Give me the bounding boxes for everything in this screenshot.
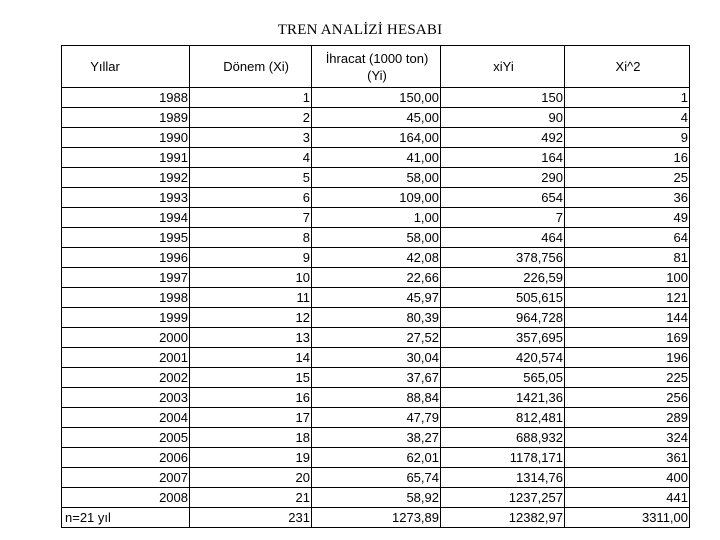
- cell-xi: 9: [190, 248, 312, 268]
- cell-yi: 109,00: [312, 188, 441, 208]
- table-row: [62, 208, 690, 228]
- header-export: İhracat (1000 ton) (Yi): [312, 46, 441, 88]
- table-row: [62, 348, 690, 368]
- totals-row: [62, 508, 690, 528]
- cell-xi-squared: 36: [565, 188, 690, 208]
- cell-xi: 7: [190, 208, 312, 228]
- cell-yi: 58,92: [312, 488, 441, 508]
- cell-xi-squared: 400: [565, 468, 690, 488]
- cell-yi: 45,97: [312, 288, 441, 308]
- cell-year: 1992: [62, 168, 190, 188]
- cell-yi: 65,74: [312, 468, 441, 488]
- cell-year: 2002: [62, 368, 190, 388]
- cell-xiyi: 90: [441, 108, 565, 128]
- table-row: [62, 228, 690, 248]
- cell-yi: 58,00: [312, 228, 441, 248]
- cell-yi: 45,00: [312, 108, 441, 128]
- cell-year: 1995: [62, 228, 190, 248]
- cell-xi-squared: 25: [565, 168, 690, 188]
- cell-xiyi: 812,481: [441, 408, 565, 428]
- cell-xi: 11: [190, 288, 312, 308]
- cell-xi-squared: 64: [565, 228, 690, 248]
- cell-yi: 47,79: [312, 408, 441, 428]
- cell-xi: 14: [190, 348, 312, 368]
- table-row: [62, 388, 690, 408]
- cell-year: 1999: [62, 308, 190, 328]
- table-row: [62, 88, 690, 108]
- cell-year: 1994: [62, 208, 190, 228]
- cell-xiyi: 290: [441, 168, 565, 188]
- table-row: [62, 108, 690, 128]
- cell-xiyi: 1178,171: [441, 448, 565, 468]
- cell-xi: 4: [190, 148, 312, 168]
- table-row: [62, 188, 690, 208]
- cell-yi: 62,01: [312, 448, 441, 468]
- cell-yi: 80,39: [312, 308, 441, 328]
- cell-xiyi: 150: [441, 88, 565, 108]
- cell-xi-squared: 289: [565, 408, 690, 428]
- cell-xi-squared: 9: [565, 128, 690, 148]
- page-title: TREN ANALİZİ HESABI: [277, 22, 443, 38]
- cell-xi-squared: 361: [565, 448, 690, 468]
- cell-xi: 5: [190, 168, 312, 188]
- cell-xi: 18: [190, 428, 312, 448]
- cell-year: 1988: [62, 88, 190, 108]
- table-row: [62, 408, 690, 428]
- cell-yi: 38,27: [312, 428, 441, 448]
- table-row: [62, 268, 690, 288]
- total-xi-squared: 3311,00: [565, 508, 690, 528]
- cell-xiyi: 226,59: [441, 268, 565, 288]
- cell-yi: 22,66: [312, 268, 441, 288]
- cell-year: 2007: [62, 468, 190, 488]
- cell-xiyi: 420,574: [441, 348, 565, 368]
- cell-year: 2001: [62, 348, 190, 368]
- cell-year: 1993: [62, 188, 190, 208]
- cell-xiyi: 464: [441, 228, 565, 248]
- table-row: [62, 328, 690, 348]
- table-row: [62, 288, 690, 308]
- cell-xiyi: 1314,76: [441, 468, 565, 488]
- cell-yi: 1,00: [312, 208, 441, 228]
- cell-xi: 20: [190, 468, 312, 488]
- table-header-row: [62, 46, 690, 88]
- cell-yi: 41,00: [312, 148, 441, 168]
- cell-xiyi: 1237,257: [441, 488, 565, 508]
- cell-yi: 42,08: [312, 248, 441, 268]
- cell-xi-squared: 100: [565, 268, 690, 288]
- cell-xi: 6: [190, 188, 312, 208]
- cell-xiyi: 378,756: [441, 248, 565, 268]
- cell-yi: 27,52: [312, 328, 441, 348]
- trend-analysis-table: [61, 45, 690, 528]
- cell-year: 2005: [62, 428, 190, 448]
- cell-xiyi: 688,932: [441, 428, 565, 448]
- cell-xiyi: 1421,36: [441, 388, 565, 408]
- cell-xi-squared: 441: [565, 488, 690, 508]
- cell-xi: 13: [190, 328, 312, 348]
- cell-xi: 21: [190, 488, 312, 508]
- cell-xi-squared: 121: [565, 288, 690, 308]
- cell-year: 1991: [62, 148, 190, 168]
- header-period: Dönem (Xi): [190, 46, 312, 88]
- cell-xi-squared: 144: [565, 308, 690, 328]
- cell-yi: 58,00: [312, 168, 441, 188]
- cell-year: 1997: [62, 268, 190, 288]
- cell-yi: 88,84: [312, 388, 441, 408]
- table-row: [62, 148, 690, 168]
- cell-xi-squared: 196: [565, 348, 690, 368]
- cell-xi-squared: 324: [565, 428, 690, 448]
- cell-xi-squared: 256: [565, 388, 690, 408]
- cell-year: 2000: [62, 328, 190, 348]
- cell-xi: 15: [190, 368, 312, 388]
- cell-year: 1989: [62, 108, 190, 128]
- table-row: [62, 168, 690, 188]
- cell-xiyi: 164: [441, 148, 565, 168]
- cell-yi: 30,04: [312, 348, 441, 368]
- cell-xi: 12: [190, 308, 312, 328]
- cell-xi: 1: [190, 88, 312, 108]
- cell-year: 1990: [62, 128, 190, 148]
- header-xi-squared: Xi^2: [565, 46, 690, 88]
- cell-year: 1996: [62, 248, 190, 268]
- cell-year: 2004: [62, 408, 190, 428]
- totals-label: n=21 yıl: [62, 508, 190, 528]
- table-body: [62, 88, 690, 508]
- cell-xi: 19: [190, 448, 312, 468]
- cell-xi: 2: [190, 108, 312, 128]
- cell-xi-squared: 225: [565, 368, 690, 388]
- table-row: [62, 488, 690, 508]
- cell-xiyi: 7: [441, 208, 565, 228]
- cell-xiyi: 505,615: [441, 288, 565, 308]
- total-xi: 231: [190, 508, 312, 528]
- cell-xi: 8: [190, 228, 312, 248]
- table-row: [62, 248, 690, 268]
- cell-xi: 10: [190, 268, 312, 288]
- cell-xi: 17: [190, 408, 312, 428]
- cell-year: 2008: [62, 488, 190, 508]
- table-row: [62, 428, 690, 448]
- table-row: [62, 368, 690, 388]
- cell-year: 2006: [62, 448, 190, 468]
- cell-xiyi: 565,05: [441, 368, 565, 388]
- table-row: [62, 448, 690, 468]
- cell-xiyi: 492: [441, 128, 565, 148]
- total-xiyi: 12382,97: [441, 508, 565, 528]
- cell-yi: 150,00: [312, 88, 441, 108]
- cell-xiyi: 654: [441, 188, 565, 208]
- cell-yi: 164,00: [312, 128, 441, 148]
- cell-xi-squared: 4: [565, 108, 690, 128]
- cell-xi: 3: [190, 128, 312, 148]
- total-yi: 1273,89: [312, 508, 441, 528]
- cell-xi: 16: [190, 388, 312, 408]
- cell-year: 2003: [62, 388, 190, 408]
- cell-xiyi: 964,728: [441, 308, 565, 328]
- table-row: [62, 128, 690, 148]
- table-row: [62, 308, 690, 328]
- cell-year: 1998: [62, 288, 190, 308]
- cell-yi: 37,67: [312, 368, 441, 388]
- table-row: [62, 468, 690, 488]
- header-xiyi: xiYi: [441, 46, 565, 88]
- cell-xiyi: 357,695: [441, 328, 565, 348]
- cell-xi-squared: 16: [565, 148, 690, 168]
- cell-xi-squared: 49: [565, 208, 690, 228]
- cell-xi-squared: 81: [565, 248, 690, 268]
- cell-xi-squared: 169: [565, 328, 690, 348]
- header-years: Yıllar: [62, 46, 190, 88]
- cell-xi-squared: 1: [565, 88, 690, 108]
